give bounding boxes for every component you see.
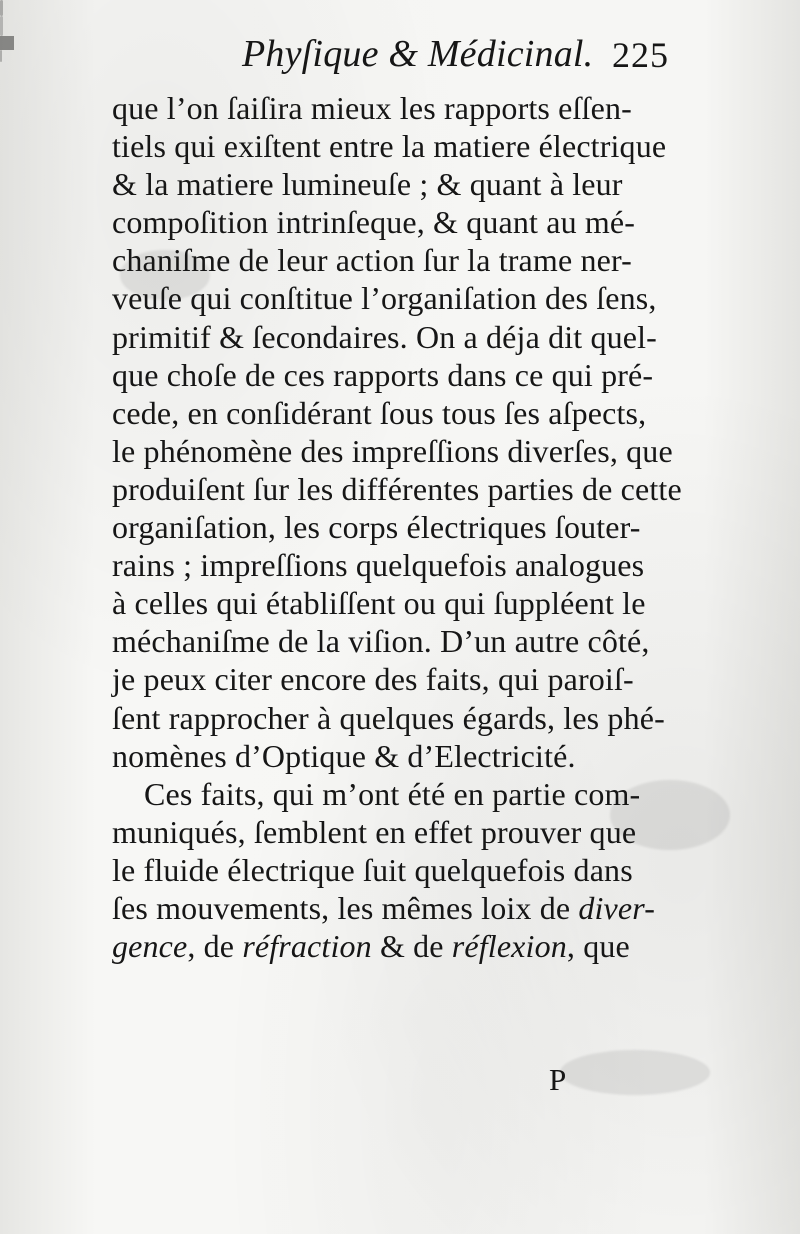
running-head-title: Phyſique & Médicinal.: [242, 33, 594, 75]
text-line: primitif & ſecondaires. On a déja dit quel-: [112, 318, 657, 355]
text-line-mixed: [112, 927, 680, 965]
text-line: je peux citer encore des faits, qui paroiſ-: [112, 661, 634, 698]
text-line: organiſation, les corps électriques ſouter-: [112, 509, 641, 546]
text-line: ſent rapprocher à quelques égards, les phé-: [112, 699, 665, 736]
catchword: P: [549, 1062, 567, 1097]
text-line-mixed: [112, 889, 680, 927]
text-line: produiſent ſur les différentes parties de cette: [112, 470, 682, 507]
text-line: muniqués, ſemblent en effet prouver que: [112, 813, 637, 850]
text-line: & la matiere lumineuſe ; & quant à leur: [112, 166, 623, 203]
text-line: le phénomène des impreſſions diverſes, que: [112, 432, 673, 469]
text-line: veuſe qui conſtitue l’organiſation des ſens,: [112, 280, 657, 317]
paragraph-first-line: Ces faits, qui m’ont été en partie com-: [144, 775, 641, 812]
text-line: le fluide électrique ſuit quelquefois dans: [112, 851, 633, 888]
italic-word: réflexion: [451, 928, 567, 965]
page-number: 225: [612, 35, 669, 75]
text-line: rains ; impreſſions quelquefois analogues: [112, 547, 645, 584]
italic-word: réfraction: [242, 928, 372, 965]
running-head: [0, 31, 800, 81]
text-segment: & de: [371, 928, 452, 965]
text-segment: ſes mouvements, les mêmes loix de: [112, 889, 579, 926]
text-line: cede, en conſidérant ſous tous ſes aſpects,: [112, 394, 647, 431]
text-line: chaniſme de leur action ſur la trame ner-: [112, 242, 632, 279]
italic-word: gence: [112, 928, 188, 965]
text-line: à celles qui établiſſent ou qui ſuppléent le: [112, 585, 646, 622]
text-line: méchaniſme de la viſion. D’un autre côté,: [112, 623, 650, 660]
body-text: [112, 89, 680, 965]
text-segment: , de: [187, 928, 243, 965]
text-line: que choſe de ces rapports dans ce qui pré-: [112, 356, 654, 393]
text-line: que l’on ſaiſira mieux les rapports eſſen-: [112, 90, 632, 126]
ink-speck: [0, 0, 3, 16]
italic-word: diver-: [578, 889, 656, 926]
text-line: tiels qui exiſtent entre la matiere électrique: [112, 128, 667, 165]
text-line: nomènes d’Optique & d’Electricité.: [112, 737, 576, 774]
paper-stain: [560, 1050, 710, 1095]
text-line: compoſition intrinſeque, & quant au mé-: [112, 204, 636, 241]
text-segment: , que: [566, 928, 630, 965]
